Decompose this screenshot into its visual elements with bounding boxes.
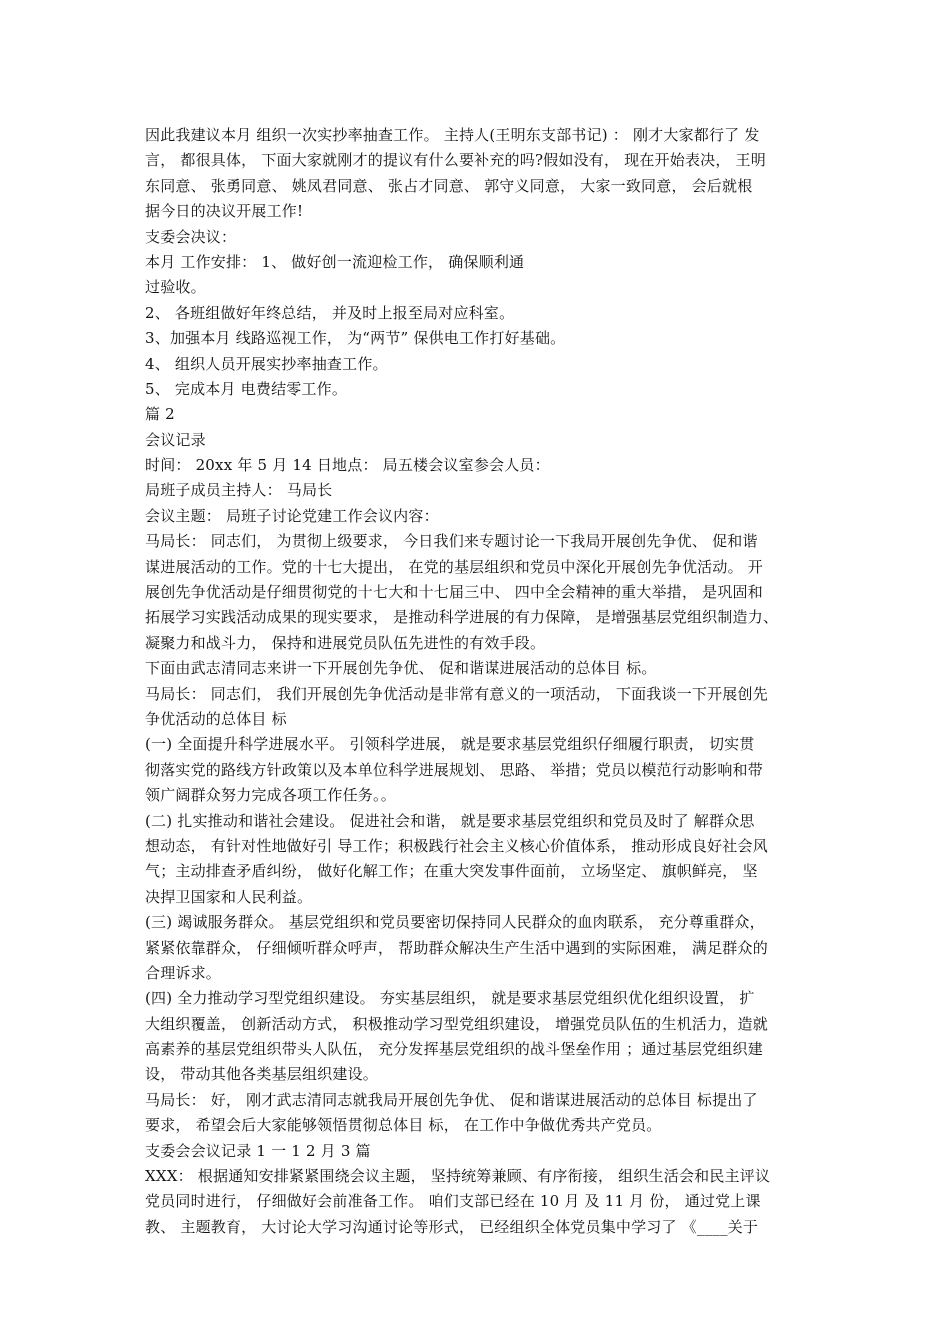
text-line: 教、 主题教育， 大讨论大学习沟通讨论等形式， 已经组织全体党员集中学习了 《____关于	[145, 1217, 759, 1236]
text-line: 马局长： 同志们， 我们开展创先争优活动是非常有意义的一项活动， 下面我谈一下开展创先	[145, 684, 768, 703]
text-line: 言， 都很具体， 下面大家就刚才的提议有什么要补充的吗?假如没有， 现在开始表决， 王明	[145, 151, 766, 170]
text-line: (一) 全面提升科学进展水平。 引领科学进展， 就是要求基层党组织仔细履行职责， 切实贯	[145, 735, 755, 754]
text-line: 彻落实党的路线方针政策以及本单位科学进展规划、 思路、 举措；党员以模范行动影响和带	[145, 760, 763, 779]
text-line: 气；主动排查矛盾纠纷， 做好化解工作；在重大突发事件面前， 立场坚定、 旗帜鲜亮， 坚	[145, 862, 758, 881]
text-line: 要求， 希望会后大家能够领悟贯彻总体目 标， 在工作中争做优秀共产党员。	[145, 1116, 662, 1135]
text-line: 设， 带动其他各类基层组织建设。	[145, 1065, 378, 1084]
text-line: 党员同时进行， 仔细做好会前准备工作。 咱们支部已经在 10 月 及 11 月 份， 通过党上课	[145, 1192, 761, 1211]
list-item: 4、 组织人员开展实抄率抽查工作。	[145, 354, 388, 373]
text-line: 想动态， 有针对性地做好引 导工作；积极践行社会主义核心价值体系， 推动形成良好社会风	[145, 836, 768, 855]
text-line: 展创先争优活动是仔细贯彻党的十七大和十七届三中、 四中全会精神的重大举措， 是巩固和	[145, 583, 763, 602]
text-line: 时间： 20xx 年 5 月 14 日地点： 局五楼会议室参会人员：	[145, 456, 550, 475]
text-line: 会议主题： 局班子讨论党建工作会议内容：	[145, 506, 439, 525]
text-line: 东同意、 张勇同意、 姚凤君同意、 张占才同意、 郭守义同意， 大家一致同意， 会后就根	[145, 176, 753, 195]
section-heading: 会议记录	[145, 430, 206, 449]
section-heading: 支委会决议：	[145, 227, 237, 246]
list-item: 2、 各班组做好年终总结， 并及时上报至局对应科室。	[145, 303, 515, 322]
list-item: 3、加强本月 线路巡视工作， 为“两节” 保供电工作打好基础。	[145, 329, 566, 348]
text-line: 据今日的决议开展工作!	[145, 202, 304, 221]
text-line: 大组织覆盖， 创新活动方式， 积极推动学习型党组织建设， 增强党员队伍的生机活力，造就	[145, 1014, 768, 1033]
text-line: 凝聚力和战斗力， 保持和进展党员队伍先进性的有效手段。	[145, 633, 546, 652]
text-line: 因此我建议本月 组织一次实抄率抽查工作。 主持人(王明东支部书记) ： 刚才大家都行了 发	[145, 126, 760, 144]
text-line: 争优活动的总体目 标	[145, 709, 287, 728]
document-page	[145, 123, 810, 1240]
text-line: 过验收。	[145, 278, 206, 297]
text-line: (二) 扎实推动和谐社会建设。 促进社会和谐， 就是要求基层党组织和党员及时了 解群众思	[145, 811, 755, 830]
section-heading: 篇 2	[145, 405, 175, 424]
text-line: 高素养的基层党组织带头人队伍， 充分发挥基层党组织的战斗堡垒作用 ；通过基层党组织建	[145, 1040, 763, 1059]
text-line: XXX： 根据通知安排紧紧围绕会议主题， 坚持统筹兼顾、有序衔接， 组织生活会和民主评议	[145, 1167, 771, 1186]
list-item: 5、 完成本月 电费结零工作。	[145, 379, 348, 398]
text-line: 决捍卫国家和人民利益。	[145, 887, 313, 906]
text-line: 谋进展活动的工作。党的十七大提出， 在党的基层组织和党员中深化开展创先争优活动。 开	[145, 557, 763, 576]
text-line: 马局长： 好， 刚才武志清同志就我局开展创先争优、 促和谐谋进展活动的总体目 标提出了	[145, 1090, 758, 1109]
text-line: 下面由武志清同志来讲一下开展创先争优、 促和谐谋进展活动的总体目 标。	[145, 659, 657, 678]
text-line: (三) 竭诚服务群众。 基层党组织和党员要密切保持同人民群众的血肉联系， 充分尊重群众，	[145, 913, 765, 932]
text-line: 本月 工作安排： 1、 做好创一流迎检工作， 确保顺利通	[145, 252, 525, 271]
text-line: (四) 全力推动学习型党组织建设。 夯实基层组织， 就是要求基层党组织优化组织设置， 扩	[145, 989, 755, 1008]
text-line: 局班子成员主持人： 马局长	[145, 481, 333, 500]
text-line: 领广阔群众努力完成各项工作任务。。	[145, 786, 396, 805]
text-line: 马局长： 同志们， 为贯彻上级要求， 今日我们来专题讨论一下我局开展创先争优、 促和谐	[145, 532, 758, 551]
text-line: 合理诉求。	[145, 963, 222, 982]
section-heading: 支委会会议记录 1 一 1 2 月 3 篇	[145, 1141, 371, 1160]
text-line: 拓展学习实践活动成果的现实要求， 是推动科学进展的有力保障， 是增强基层党组织制造力、	[145, 608, 779, 627]
text-line: 紧紧依靠群众， 仔细倾听群众呼声， 帮助群众解决生产生活中遇到的实际困难， 满足群众的	[145, 938, 768, 957]
